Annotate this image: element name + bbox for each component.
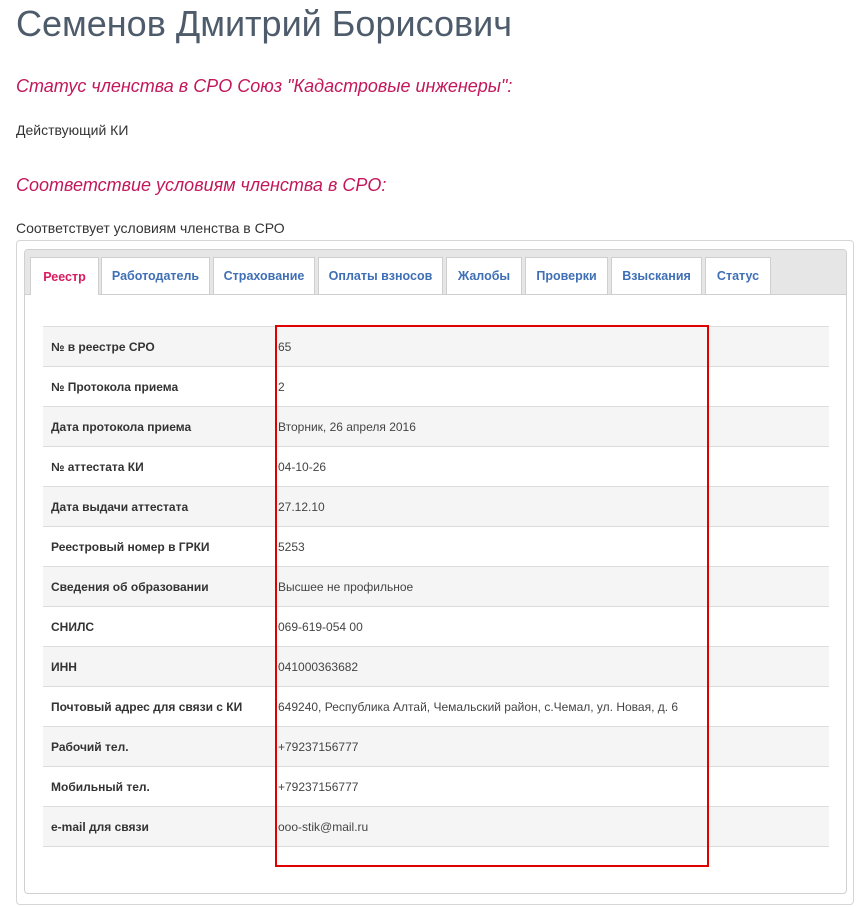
- field-label: Мобильный тел.: [43, 767, 270, 807]
- tab-insurance[interactable]: Страхование: [213, 257, 315, 294]
- tab-complaints[interactable]: Жалобы: [446, 257, 522, 294]
- field-value: 649240, Республика Алтай, Чемальский район, с.Чемал, ул. Новая, д. 6: [270, 687, 829, 727]
- field-label: Рабочий тел.: [43, 727, 270, 767]
- table-row: [43, 487, 829, 527]
- field-label: Почтовый адрес для связи с КИ: [43, 687, 270, 727]
- tab-registry[interactable]: Реестр: [30, 257, 99, 295]
- tab-penalties[interactable]: Взыскания: [611, 257, 702, 294]
- table-row: [43, 727, 829, 767]
- registry-table: [43, 326, 829, 847]
- table-row: [43, 607, 829, 647]
- field-value: +79237156777: [270, 767, 829, 807]
- tab-inspections[interactable]: Проверки: [525, 257, 608, 294]
- table-row: [43, 567, 829, 607]
- field-label: ИНН: [43, 647, 270, 687]
- tab-employer[interactable]: Работодатель: [101, 257, 210, 294]
- tab-status[interactable]: Статус: [705, 257, 771, 294]
- table-row: [43, 327, 829, 367]
- membership-compliance-value: Соответствует условиям членства в СРО: [16, 220, 285, 236]
- field-value: Высшее не профильное: [270, 567, 829, 607]
- table-row: [43, 527, 829, 567]
- table-row: [43, 447, 829, 487]
- field-label: Реестровый номер в ГРКИ: [43, 527, 270, 567]
- table-row: [43, 367, 829, 407]
- field-value: 2: [270, 367, 829, 407]
- field-label: Сведения об образовании: [43, 567, 270, 607]
- membership-status-value: Действующий КИ: [16, 122, 129, 138]
- tabs-container: [24, 249, 847, 894]
- field-value: +79237156777: [270, 727, 829, 767]
- membership-status-heading: Статус членства в СРО Союз "Кадастровые инженеры":: [16, 76, 513, 96]
- tab-bar: [25, 250, 846, 295]
- field-value: ooo-stik@mail.ru: [270, 807, 829, 847]
- table-row: [43, 687, 829, 727]
- page-title: Семенов Дмитрий Борисович: [16, 3, 512, 44]
- table-row: [43, 807, 829, 847]
- details-panel: [16, 240, 854, 905]
- field-label: № аттестата КИ: [43, 447, 270, 487]
- field-label: № Протокола приема: [43, 367, 270, 407]
- table-row: [43, 647, 829, 687]
- field-value: 041000363682: [270, 647, 829, 687]
- membership-compliance-heading: Соответствие условиям членства в СРО:: [16, 175, 387, 195]
- field-value: 5253: [270, 527, 829, 567]
- field-label: СНИЛС: [43, 607, 270, 647]
- field-label: № в реестре СРО: [43, 327, 270, 367]
- tab-fee-payments[interactable]: Оплаты взносов: [318, 257, 443, 294]
- table-row: [43, 767, 829, 807]
- table-row: [43, 407, 829, 447]
- field-value: 069-619-054 00: [270, 607, 829, 647]
- field-label: Дата выдачи аттестата: [43, 487, 270, 527]
- field-value: 27.12.10: [270, 487, 829, 527]
- field-label: e-mail для связи: [43, 807, 270, 847]
- field-value: Вторник, 26 апреля 2016: [270, 407, 829, 447]
- field-value: 04-10-26: [270, 447, 829, 487]
- field-value: 65: [270, 327, 829, 367]
- field-label: Дата протокола приема: [43, 407, 270, 447]
